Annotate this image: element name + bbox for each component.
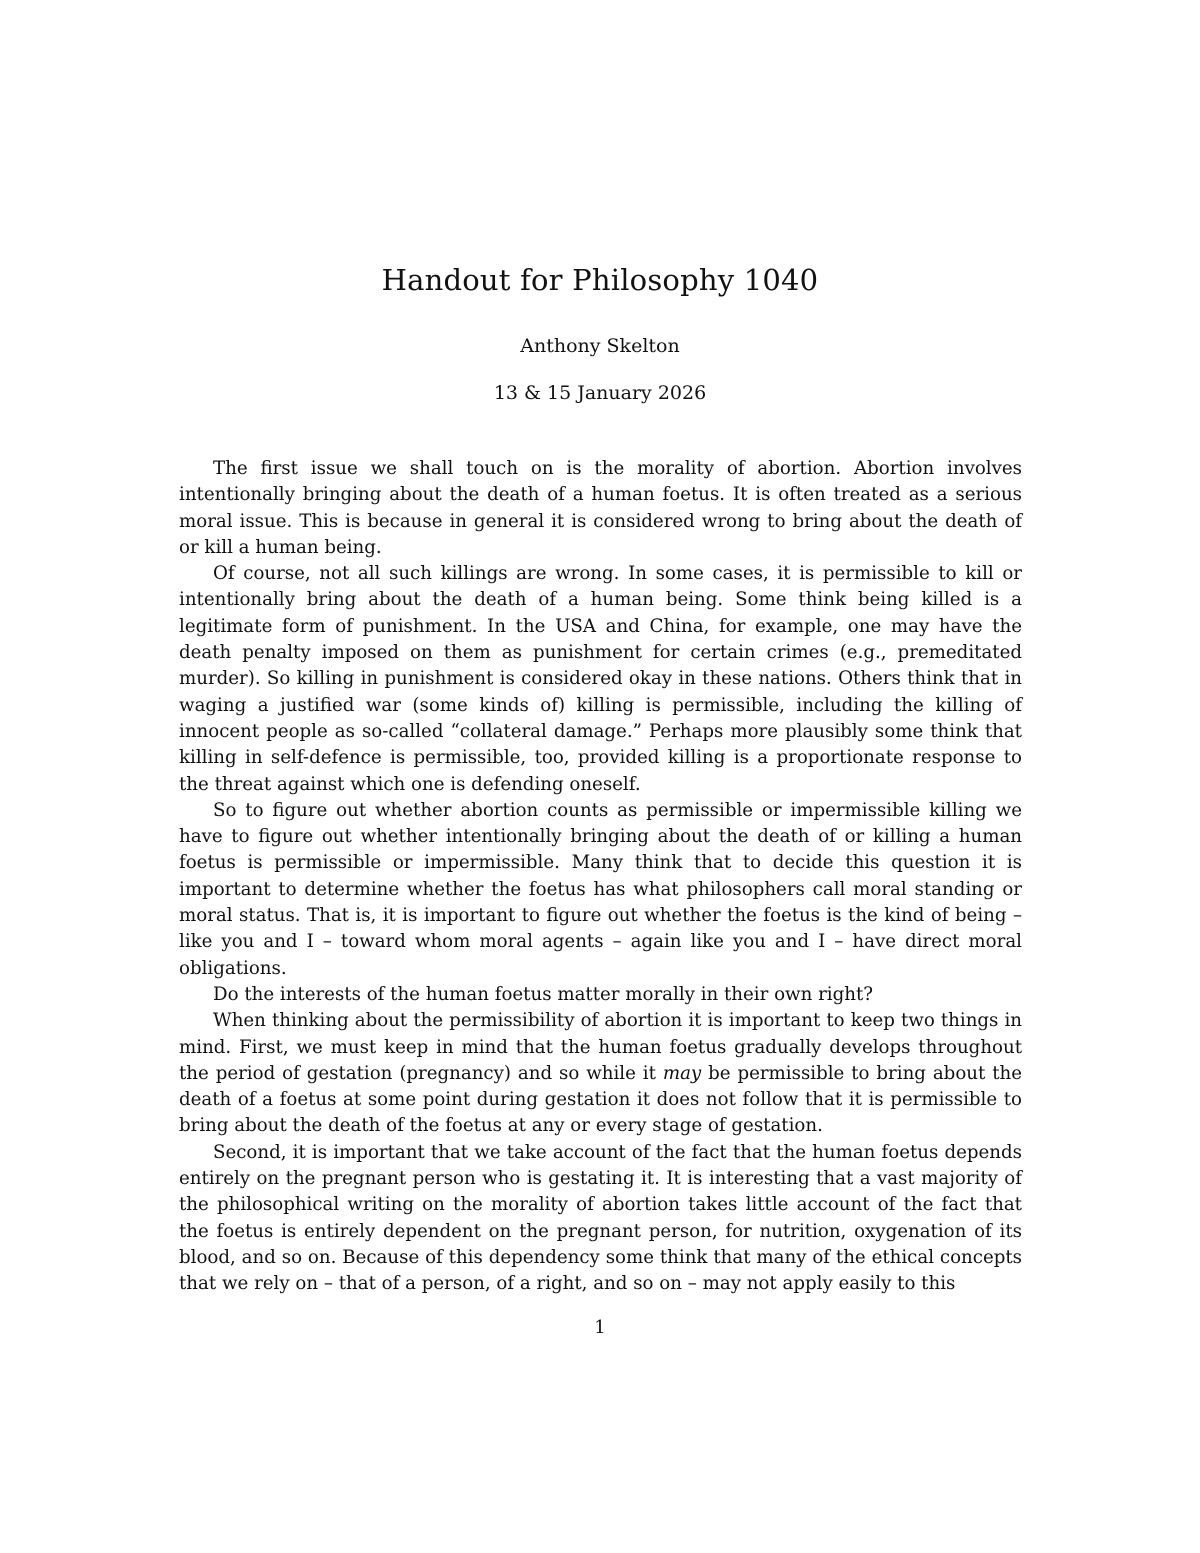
document-date: 13 & 15 January 2026: [493, 382, 707, 404]
paragraph-2: Of course, not all such killings are wrong. In some cases, it is permissible to kill or intentionally bring about the death of a human being. Some think being killed is a legitimate form of punishment. In the USA and China, for example, one may have the death penalty imposed on them as punishment for certain crimes (e.g., premeditated murder). So killing in punishment is considered okay in these nations. Others think that in waging a justified war (some kinds of) killing is permissible, including the killing of innocent people as so-called “collateral damage.” Perhaps more plausibly some think that killing in self-defence is permissible, too, provided killing is a proportionate response to the threat against which one is defending oneself.: [179, 563, 1022, 795]
paragraph-3: So to figure out whether abortion counts as permissible or impermissible killing we have to figure out whether intentionally bringing about the death of or killing a human foetus is permissible or impermissible. Many think that to decide this question it is important to determine whether the foetus has what philosophers call moral standing or moral status. That is, it is important to figure out whether the foetus is the kind of being – like you and I – toward whom moral agents – again like you and I – have direct moral obligations.: [179, 799, 1022, 979]
paragraph-5-after: be permissible to bring about the death of a foetus at some point during gestation it does not follow that it is permissible to bring about the death of the foetus at any or every stage of gestation.: [179, 1062, 1022, 1137]
page-number: 1: [594, 1317, 606, 1338]
document-body: [179, 456, 1022, 1298]
document-title: Handout for Philosophy 1040: [381, 263, 819, 297]
document-author: Anthony Skelton: [520, 335, 680, 357]
paragraph-5-before: When thinking about the permissibility of abortion it is important to keep two things in mind. First, we must keep in mind that the human foetus gradually develops throughout the period of gestation (pregnancy) and so while it: [179, 1010, 1022, 1084]
paragraph-6: Second, it is important that we take account of the fact that the human foetus depends entirely on the pregnant person who is gestating it. It is interesting that a vast majority of the philosophical writing on the morality of abortion takes little account of the fact that the foetus is entirely dependent on the pregnant person, for nutrition, oxygenation of its blood, and so on. Because of this dependency some think that many of the ethical concepts that we rely on – that of a person, of a right, and so on – may not apply easily to this: [179, 1141, 1022, 1295]
paragraph-4: Do the interests of the human foetus matter morally in their own right?: [213, 983, 874, 1005]
paragraph-5-emphasis: may: [662, 1062, 702, 1084]
paragraph-5: [179, 1008, 1022, 1139]
paragraph-1: The first issue we shall touch on is the morality of abortion. Abortion involves intentionally bringing about the death of a human foetus. It is often treated as a serious moral issue. This is because in general it is considered wrong to bring about the death of or kill a human being.: [179, 458, 1022, 558]
